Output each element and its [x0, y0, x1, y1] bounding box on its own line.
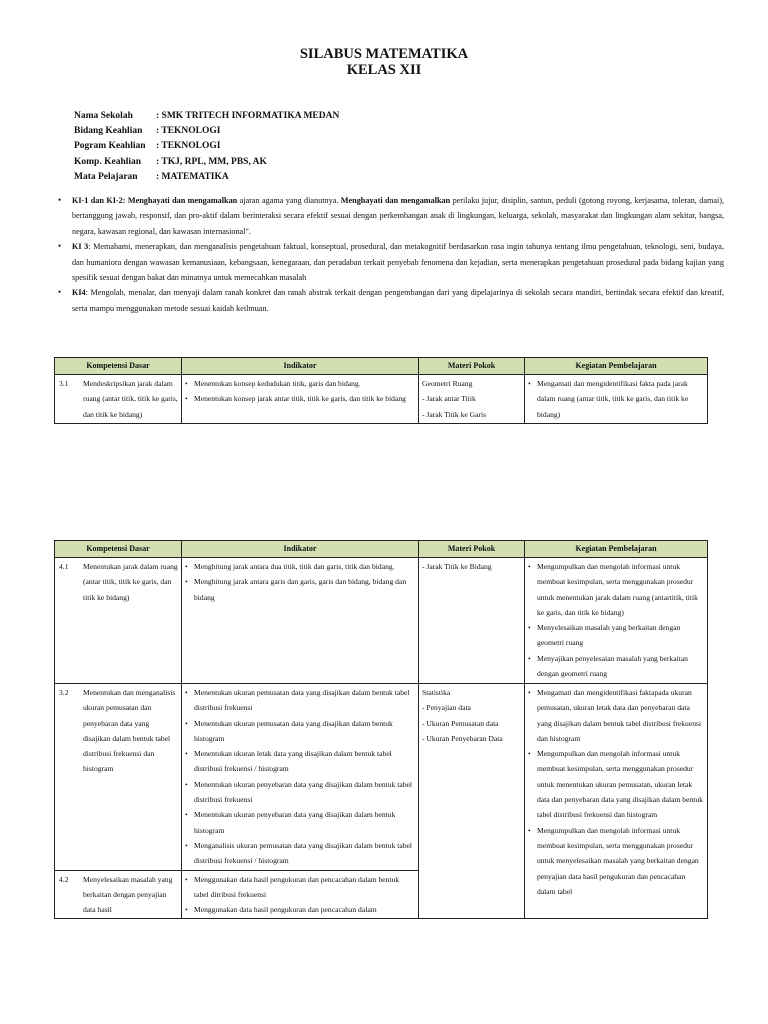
column-header: Indikator: [182, 541, 419, 558]
indikator-item: • Menentukan ukuran letak data yang disajikan dalam bentuk tabel distribusi frekuensi / histogram: [185, 746, 415, 777]
column-header: Materi Pokok: [419, 541, 525, 558]
info-row: [74, 139, 339, 154]
indikator-item: • Menentukan konsep kedudukan titik, garis dan bidang.: [185, 376, 415, 391]
syllabus-table-2: [54, 540, 708, 919]
materi-item: - Jarak antar Titik: [422, 394, 476, 404]
school-info: [74, 109, 339, 185]
ki-label: KI 3: [72, 242, 89, 252]
column-header: Materi Pokok: [419, 358, 525, 375]
ki-text: ajaran agama yang dianutnya.: [237, 196, 341, 205]
materi-pokok-cell: [419, 558, 525, 684]
title-line-2: KELAS XII: [346, 62, 422, 78]
ki-label: KI-1 dan KI-2:: [72, 196, 126, 205]
kegiatan-item: • Mengumpulkan dan mengolah informasi untuk membuat kesimpulan, serta menggunakan prosedur untuk menentukan ukuran pemusatan, ukuran letak data dan penyebaran data yang disajikan dalam bentuk tabel distribusi frekuensi dan histogram: [528, 746, 704, 822]
kd-number: 3.1: [59, 379, 69, 388]
materi-pokok-cell: [419, 684, 525, 919]
info-label: Nama Sekolah: [74, 111, 133, 121]
column-header: Kompetensi Dasar: [55, 358, 182, 375]
kd-text: Mendeskripsikan jarak dalam ruang (antar titik, titik ke garis, dan titik ke bidang): [83, 379, 178, 419]
info-label: Pogram Keahlian: [74, 141, 146, 152]
kompetensi-dasar-cell: [55, 870, 182, 919]
kd-number: 3.2: [59, 688, 69, 697]
kompetensi-inti-list: [58, 193, 724, 316]
kompetensi-dasar-cell: [55, 684, 182, 871]
info-value: : TEKNOLOGI: [156, 141, 221, 152]
ki-4-item: [58, 285, 724, 316]
ki-label: KI4: [72, 288, 86, 298]
indikator-item: • Menghitung jarak antara dua titik, titik dan garis, titik dan bidang.: [185, 559, 415, 574]
info-label: Komp. Keahlian: [74, 156, 142, 167]
kompetensi-dasar-cell: [55, 375, 182, 424]
materi-item: Statistika: [422, 688, 451, 697]
kegiatan-item: • Mengumpulkan dan mengolah informasi untuk membuat kesimpulan, serta menggunakan prosedur untuk menentukan jarak dalam ruang (antartitik, titik ke garis, dan titik ke bidang): [528, 559, 704, 620]
ki-1-2-item: [58, 193, 724, 239]
ki-text: : Memahami, menerapkan, dan menganalisis pengetahuan faktual, konseptual, prosedural, dan metakognitif berdasarkan rasa ingin tahunya tentang ilmu pengetahuan, teknologi, seni, budaya, dan humaniora dengan wawasan kemanusiaan, kebangsaan, kenegaraan, dan peradaban terkait penyebab fenomena dan kejadian, serta menerapkan pengetahuan prosedural pada bidang kajian yang spesifik sesuai dengan bakat dan minatnya untuk memecahkan masalah: [72, 242, 724, 283]
materi-item: - Jarak Titik ke Garis: [422, 409, 487, 419]
kegiatan-item: • Menyajikan penyelesaian masalah yang berkaitan dengan geometri ruang: [528, 651, 704, 682]
column-header: Kegiatan Pembelajaran: [525, 541, 708, 558]
indikator-item: • Menentukan ukuran penyebaran data yang disajikan dalam bentuk histogram: [185, 807, 415, 838]
info-row: [74, 124, 339, 139]
materi-item: - Jarak Titik ke Bidang: [422, 562, 492, 571]
indikator-cell: [182, 684, 419, 871]
materi-item: - Penyajian data: [422, 703, 471, 713]
kd-number: 4.2: [59, 874, 69, 884]
indikator-item: • Menggunakan data hasil pengukuran dan pencacahan dalam bentuk tabel ditribusi frekuensi: [185, 872, 415, 903]
kompetensi-dasar-cell: [55, 558, 182, 684]
info-row: [74, 109, 339, 124]
indikator-cell: [182, 558, 419, 684]
kegiatan-item: • Mengamati dan mengidentifikasi faktapada ukuran pemusatan, ukuran letak data dan penyebaran data yang disajikan dalam bentuk tabel distribusi frekuensi dan histogram: [528, 685, 704, 746]
indikator-cell: [182, 870, 419, 919]
info-value: : TEKNOLOGI: [156, 126, 221, 137]
kd-text: Menyelesaikan masalah yang berkaitan dengan penyajian data hasil: [83, 874, 173, 915]
info-row: [74, 155, 339, 170]
info-label: Mata Pelajaran: [74, 171, 138, 182]
info-value: : SMK TRITECH INFORMATIKA MEDAN: [156, 111, 340, 121]
indikator-item: • Menentukan ukuran penyebaran data yang disajikan dalam bentuk tabel distribusi frekuensi: [185, 777, 415, 808]
indikator-item: • Menentukan konsep jarak antar titik, titik ke garis, dan titik ke bidang: [185, 391, 415, 406]
kegiatan-item: • Mengumpulkan dan mengolah informasi untuk membuat kesimpulan, serta menggunakan prosedur untuk menyelesaikan masalah yang berkaitan dengan penyajian data hasil pengukuran dan pencacahan dalam tabel: [528, 823, 704, 899]
kegiatan-cell: [525, 558, 708, 684]
table-header-row: [55, 358, 708, 375]
kegiatan-cell: [525, 684, 708, 919]
kd-text: Menentukan jarak dalam ruang (antar titik, titik ke garis, dan titik ke bidang): [83, 562, 178, 602]
column-header: Kegiatan Pembelajaran: [525, 358, 708, 375]
ki-emphasis: Menghayati dan mengamalkan: [127, 196, 238, 205]
indikator-item: • Menghitung jarak antara garis dan garis, garis dan bidang, bidang dan bidang: [185, 574, 415, 605]
kd-number: 4.1: [59, 562, 69, 571]
kegiatan-cell: [525, 375, 708, 424]
ki-3-item: [58, 239, 724, 285]
table-row: [55, 684, 708, 871]
table-row: [55, 558, 708, 684]
ki-text: : Mengolah, menalar, dan menyaji dalam ranah konkret dan ranah abstrak terkait dengan pengembangan dari yang dipelajarinya di sekolah secara mandiri, bertindak secara efektif dan kreatif, serta mampu menggunakan metode sesuai kaidah keilmuan.: [72, 288, 724, 313]
ki-emphasis: Menghayati dan mengamalkan: [340, 196, 451, 205]
materi-item: - Ukuran Pemusatan data: [422, 718, 499, 728]
materi-item: Geometri Ruang: [422, 379, 473, 388]
table-header-row: [55, 541, 708, 558]
column-header: Kompetensi Dasar: [55, 541, 182, 558]
indikator-item: • Menggunakan data hasil pengukuran dan pencacahan dalam: [185, 902, 415, 917]
info-value: : MATEMATIKA: [156, 171, 229, 182]
info-value: : TKJ, RPL, MM, PBS, AK: [156, 156, 267, 167]
indikator-item: • Menentukan ukuran pemusatan data yang disajikan dalam bentuk tabel distribusi frekuensi: [185, 685, 415, 716]
kegiatan-item: • Mengamati dan mengidentifikasi fakta pada jarak dalam ruang (antar titik, titik ke garis, dan titik ke bidang): [528, 376, 704, 422]
materi-pokok-cell: [419, 375, 525, 424]
info-label: Bidang Keahlian: [74, 126, 143, 137]
syllabus-table-1: [54, 357, 708, 424]
indikator-cell: [182, 375, 419, 424]
ki-text: perilaku jujur, disiplin, santun, peduli (gotong royong, kerjasama, toleran, damai), bertanggung jawab, responsif, dan pro-aktif dalam berinteraksi secara efektif sesuai dengan perkembangan anak di lingkungan, keluarga, sekolah, masyarakat dan lingkungan alam sekitar, bangsa, negara, kawasan regional, dan kawasan internasional".: [72, 196, 725, 236]
materi-item: - Ukuran Penyebaran Data: [422, 733, 503, 743]
table-row: [55, 375, 708, 424]
kd-text: Menentukan dan menganalisis ukuran pemusatan dan penyebaran data yang disajikan dalam bentuk tabel distribusi frekuensi dan histogram: [83, 688, 176, 774]
indikator-item: • Menganalisis ukuran pemusatan data yang disajikan dalam bentuk tabel distribusi frekuensi / histogram: [185, 838, 415, 869]
kegiatan-item: • Menyelesaikan masalah yang berkaitan dengan geometri ruang: [528, 620, 704, 651]
indikator-item: • Menentukan ukuran pemusatan data yang disajikan dalam bentuk histogram: [185, 716, 415, 747]
title-line-1: SILABUS MATEMATIKA: [299, 46, 469, 62]
document-title: [0, 46, 768, 78]
info-row: [74, 170, 339, 185]
column-header: Indikator: [182, 358, 419, 375]
